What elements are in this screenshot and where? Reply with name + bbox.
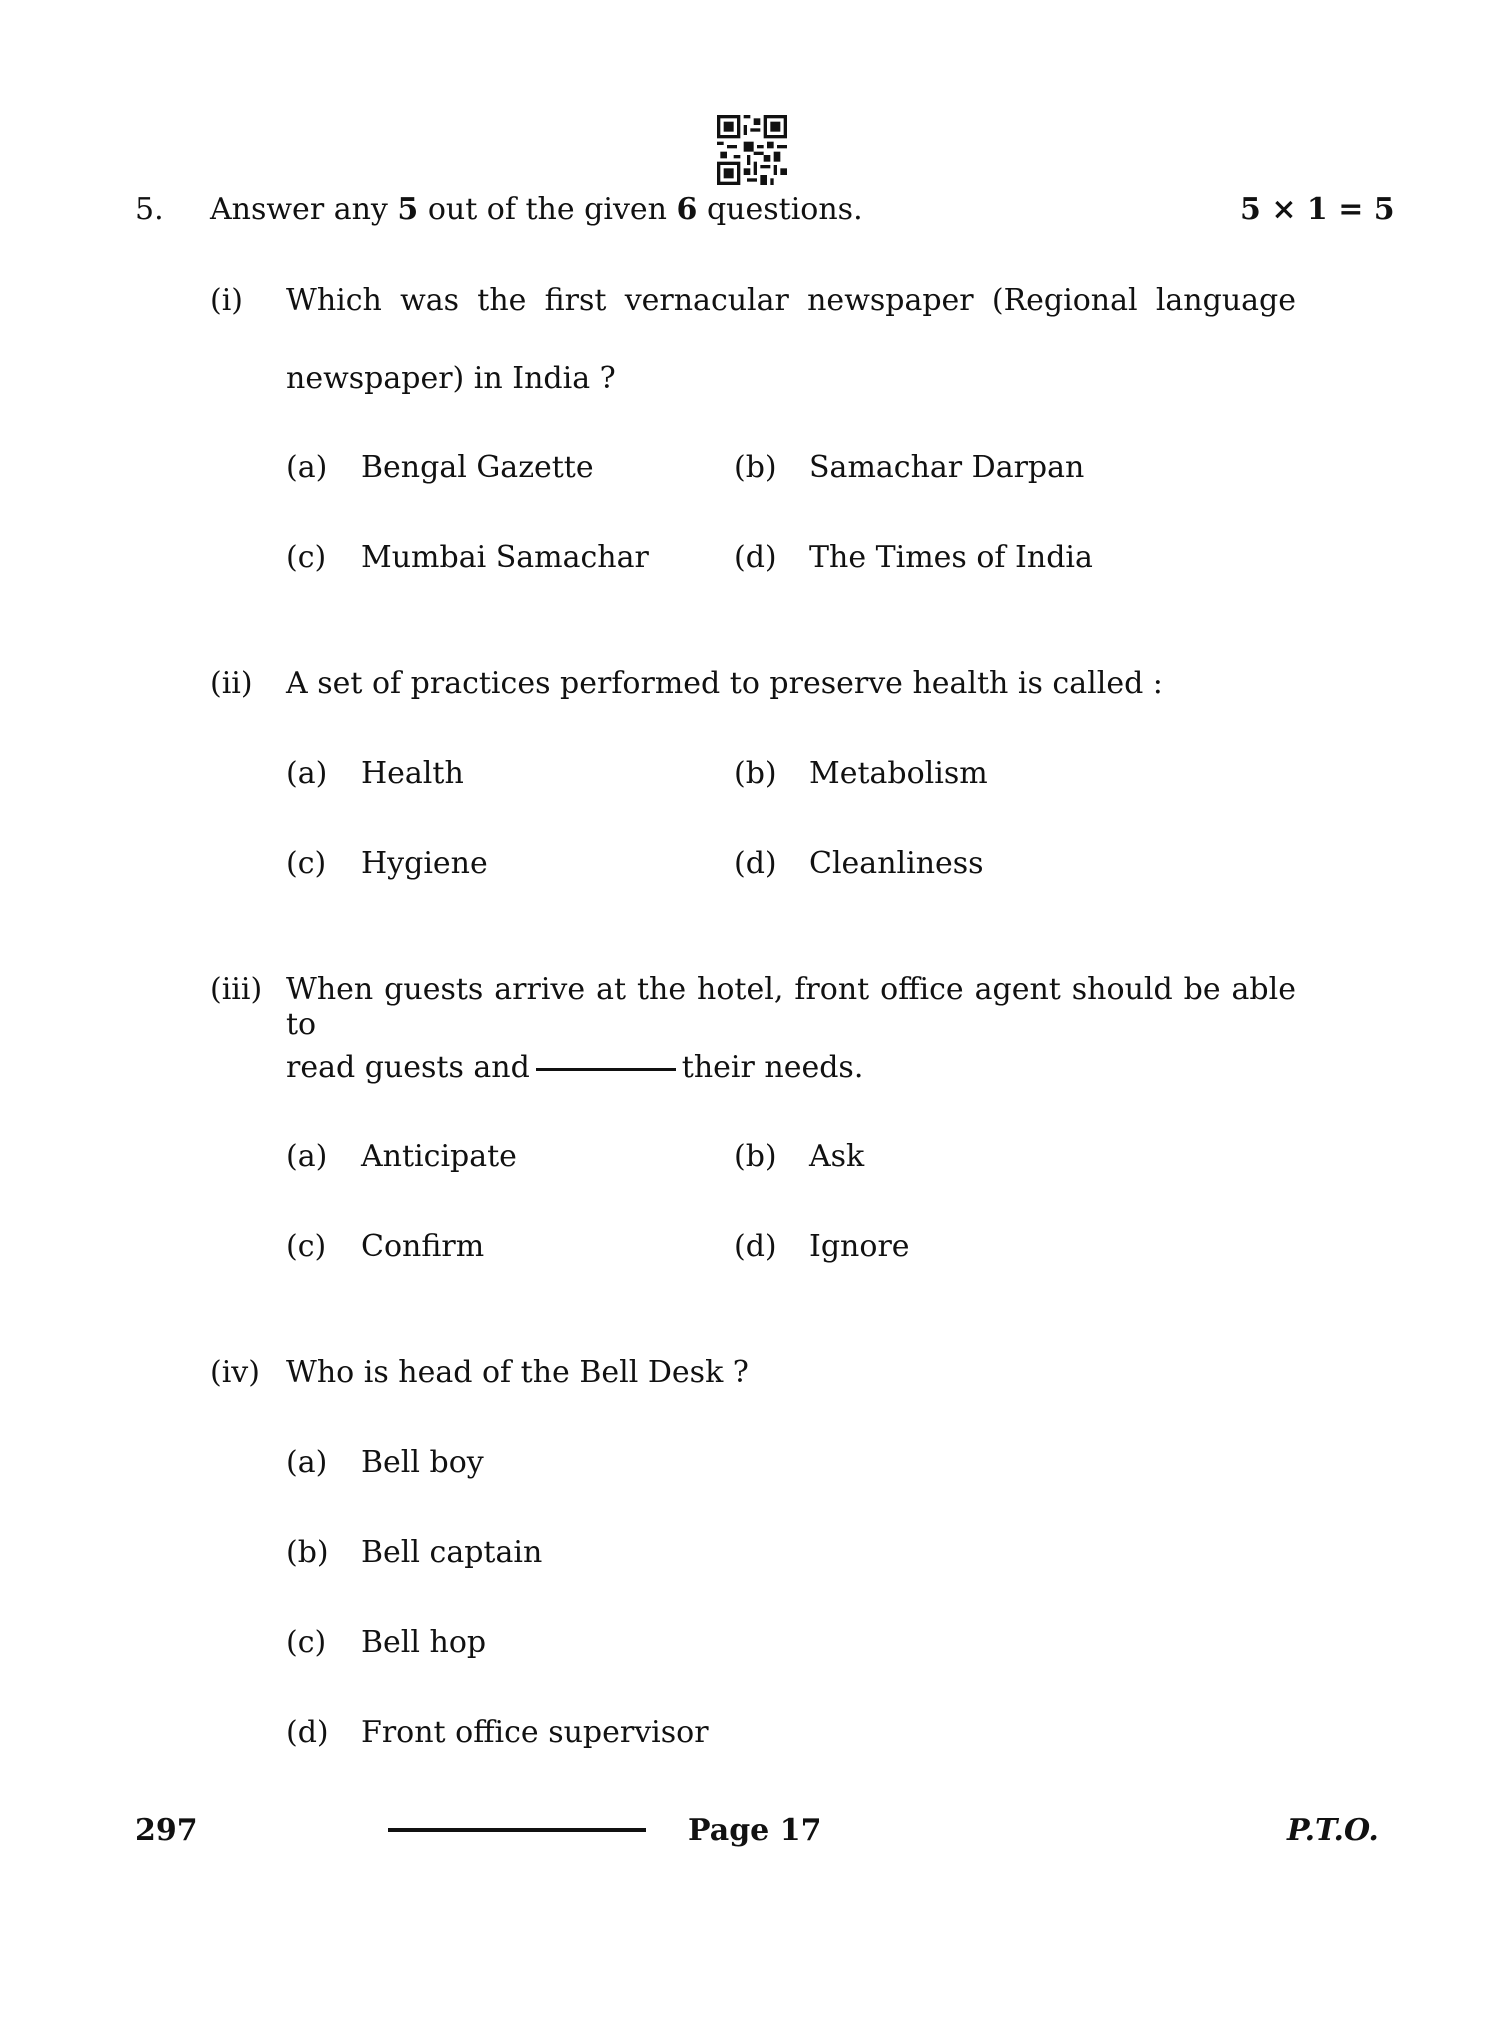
option-text: Bell captain	[361, 1535, 543, 1570]
option-text: Hygiene	[361, 846, 488, 881]
footer-rule	[388, 1828, 646, 1832]
option-label: (d)	[734, 846, 777, 881]
option-text: Bell hop	[361, 1625, 487, 1660]
fill-blank-line	[536, 1068, 676, 1071]
option-text: Ignore	[809, 1229, 910, 1264]
option-text: Bell boy	[361, 1445, 484, 1480]
instruction-count-answer: 5	[397, 192, 419, 227]
option-text: Ask	[809, 1139, 865, 1174]
option-label: (c)	[286, 1625, 327, 1660]
option-label: (b)	[734, 450, 777, 485]
subquestion-text-cont: newspaper) in India ?	[286, 361, 616, 396]
subquestion-text: A set of practices performed to preserve health is called :	[286, 666, 1163, 701]
subquestion-number: (i)	[210, 283, 244, 318]
subquestion-text: Who is head of the Bell Desk ?	[286, 1355, 749, 1390]
option-text: Anticipate	[361, 1139, 517, 1174]
question-instruction	[210, 192, 863, 227]
option-text: Confirm	[361, 1229, 485, 1264]
subquestion-number: (ii)	[210, 666, 253, 701]
instruction-mid: out of the given	[427, 192, 667, 227]
qr-code-icon	[717, 115, 787, 185]
paper-code: 297	[135, 1813, 198, 1848]
option-text: Bengal Gazette	[361, 450, 594, 485]
option-text: Health	[361, 756, 464, 791]
option-text: Metabolism	[809, 756, 988, 791]
option-text: Cleanliness	[809, 846, 984, 881]
option-text: Front office supervisor	[361, 1715, 709, 1750]
option-label: (c)	[286, 540, 327, 575]
option-label: (d)	[734, 1229, 777, 1264]
option-label: (b)	[734, 756, 777, 791]
fill-blank-pre: read guests and	[286, 1050, 530, 1085]
option-label: (b)	[286, 1535, 329, 1570]
page-number: Page 17	[688, 1813, 822, 1848]
question-number: 5.	[135, 192, 164, 227]
subquestion-number: (iii)	[210, 972, 263, 1007]
instruction-count-total: 6	[676, 192, 698, 227]
subquestion-text-cont	[286, 1050, 863, 1085]
option-text: Mumbai Samachar	[361, 540, 649, 575]
option-label: (b)	[734, 1139, 777, 1174]
option-label: (a)	[286, 756, 328, 791]
subquestion-number: (iv)	[210, 1355, 260, 1390]
pto-label: P.T.O.	[1287, 1813, 1379, 1848]
option-label: (d)	[286, 1715, 329, 1750]
fill-blank-post: their needs.	[681, 1050, 864, 1085]
option-label: (a)	[286, 450, 328, 485]
option-text: The Times of India	[809, 540, 1093, 575]
option-text: Samachar Darpan	[809, 450, 1085, 485]
instruction-post: questions.	[706, 192, 863, 227]
subquestion-text: Which was the first vernacular newspaper (Regional language	[286, 283, 1296, 318]
option-label: (c)	[286, 1229, 327, 1264]
instruction-pre: Answer any	[210, 192, 388, 227]
subquestion-text: When guests arrive at the hotel, front office agent should be able to	[286, 972, 1296, 1042]
option-label: (a)	[286, 1445, 328, 1480]
option-label: (c)	[286, 846, 327, 881]
option-label: (d)	[734, 540, 777, 575]
marks-allocation: 5 × 1 = 5	[1240, 192, 1395, 227]
option-label: (a)	[286, 1139, 328, 1174]
